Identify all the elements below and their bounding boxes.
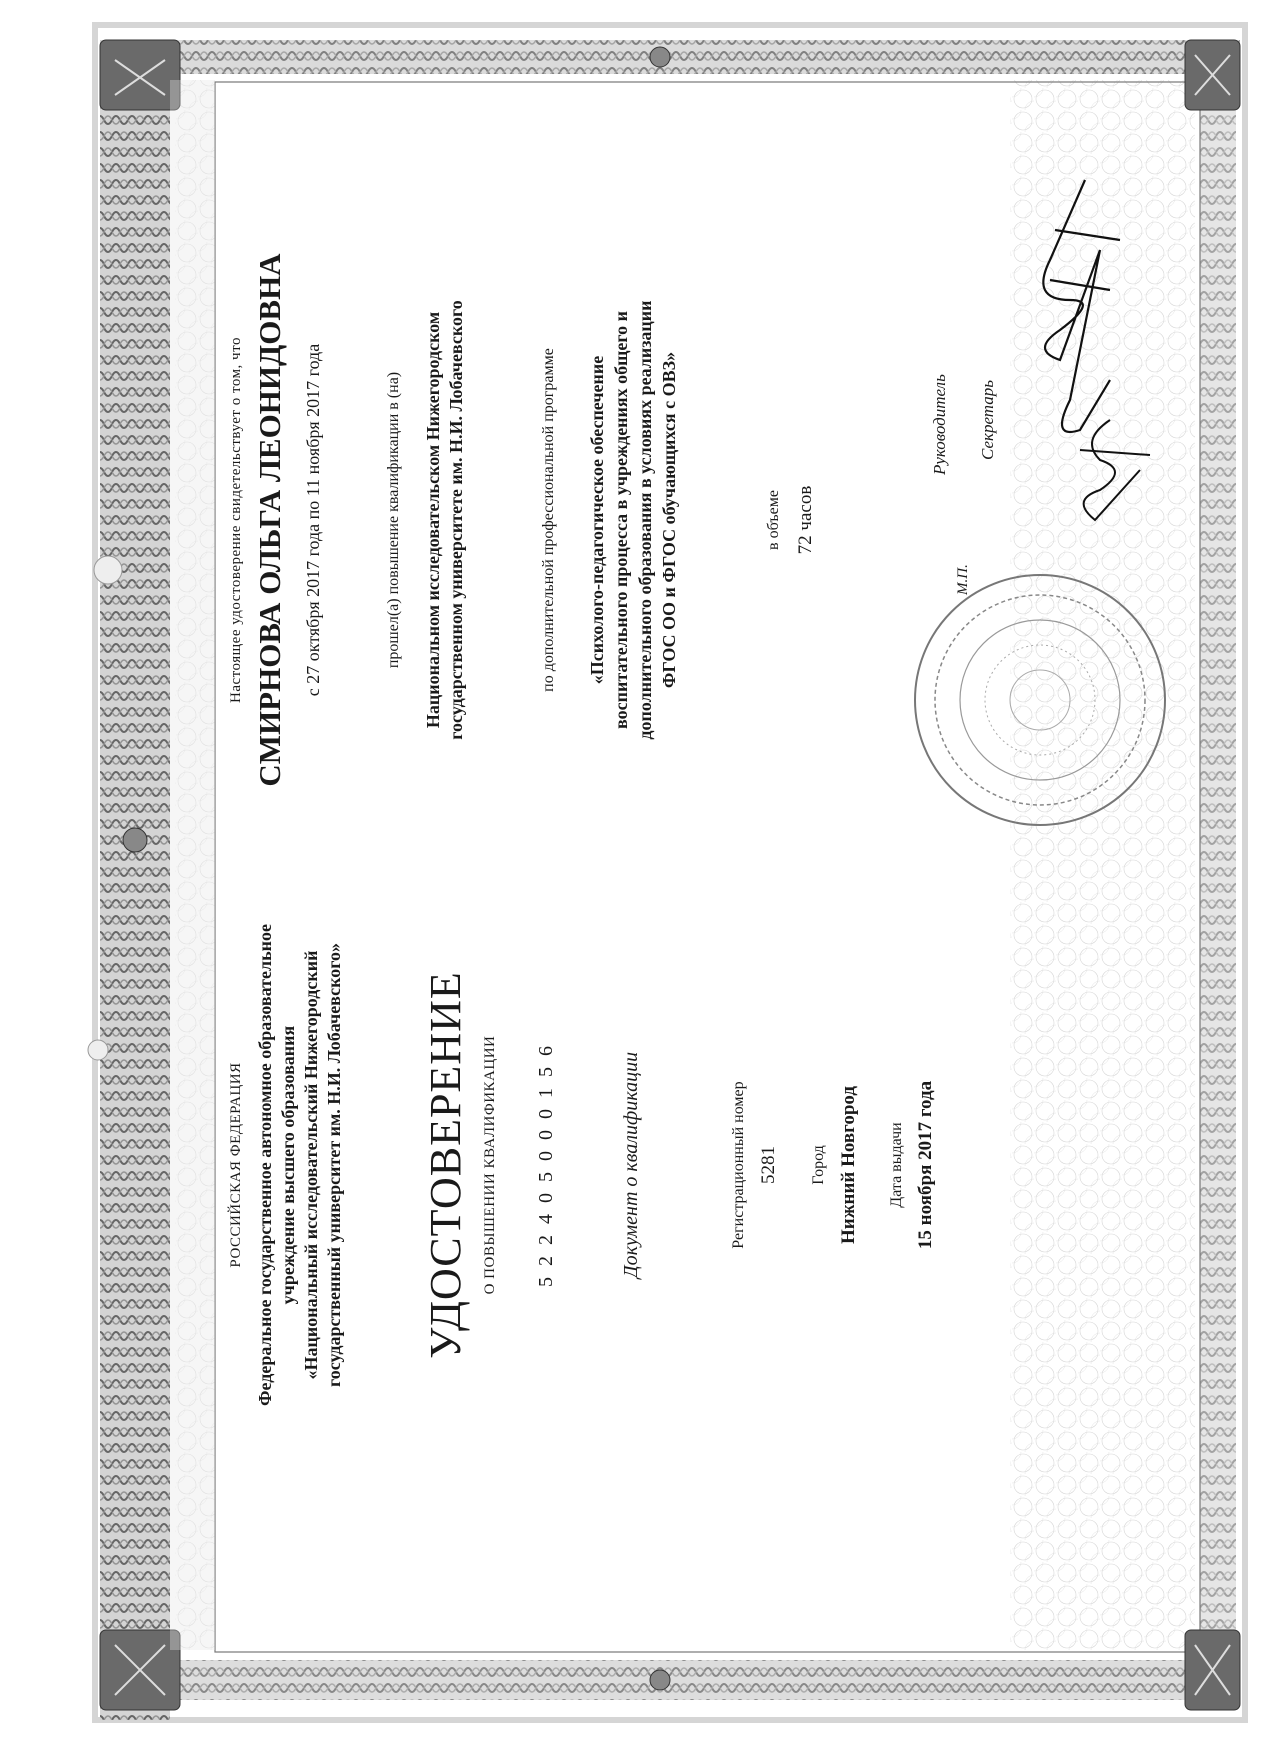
institution-line: государственный университет им. Н.И. Лобачевского»	[324, 943, 344, 1387]
volume-label: в объеме	[765, 490, 782, 550]
city-value: Нижний Новгород	[838, 1086, 859, 1244]
program-intro: по дополнительной профессиональной программе	[540, 348, 557, 692]
institution-line: «Национальный исследовательский Нижегородский	[301, 950, 321, 1380]
institution-line: Федеральное государственное автономное образовательное	[255, 924, 275, 1406]
country-label: РОССИЙСКАЯ ФЕДЕРАЦИЯ	[228, 1062, 244, 1268]
institution-line: учреждение высшего образования	[278, 1025, 298, 1305]
serial-number: 5 2 2 4 0 5 0 0 0 1 5 6	[535, 1043, 557, 1287]
certificate-content	[210, 170, 1090, 1560]
training-place	[422, 200, 468, 840]
head-label: Руководитель	[930, 374, 949, 475]
program-line: воспитательного процесса в учреждениях общего и	[611, 311, 631, 729]
program-title	[585, 200, 681, 840]
recipient-name: СМИРНОВА ОЛЬГА ЛЕОНИДОВНА	[252, 253, 287, 787]
institution-name	[254, 840, 346, 1490]
place-line: Национальном исследовательском Нижегородском	[423, 311, 443, 729]
issue-date-label: Дата выдачи	[888, 1122, 905, 1208]
document-subtitle: О ПОВЫШЕНИИ КВАЛИФИКАЦИИ	[482, 1035, 498, 1295]
program-line: дополнительного образования в условиях реализации	[635, 300, 655, 740]
document-title: УДОСТОВЕРЕНИЕ	[421, 971, 470, 1359]
document-type: Документ о квалификации	[620, 1051, 642, 1279]
volume-value: 72 часов	[795, 485, 816, 555]
issue-date-value: 15 ноября 2017 года	[915, 1080, 936, 1250]
program-line: ФГОС ОО и ФГОС обучающихся с ОВЗ»	[659, 351, 679, 689]
registration-number-value: 5281	[758, 1146, 779, 1184]
secretary-label: Секретарь	[978, 380, 997, 460]
program-line: «Психолого-педагогическое обеспечение	[587, 355, 607, 685]
stamp-mark: М.П.	[955, 564, 971, 595]
passed-training-text: прошел(а) повышение квалификации в (на)	[385, 371, 402, 669]
place-line: государственном университете им. Н.И. Лобачевского	[446, 300, 466, 740]
registration-number-label: Регистрационный номер	[730, 1081, 747, 1249]
training-period: с 27 октября 2017 года по 11 ноября 2017 года	[303, 343, 323, 697]
intro-text: Настоящее удостоверение свидетельствует о том, что	[228, 337, 244, 703]
city-label: Город	[810, 1145, 827, 1185]
